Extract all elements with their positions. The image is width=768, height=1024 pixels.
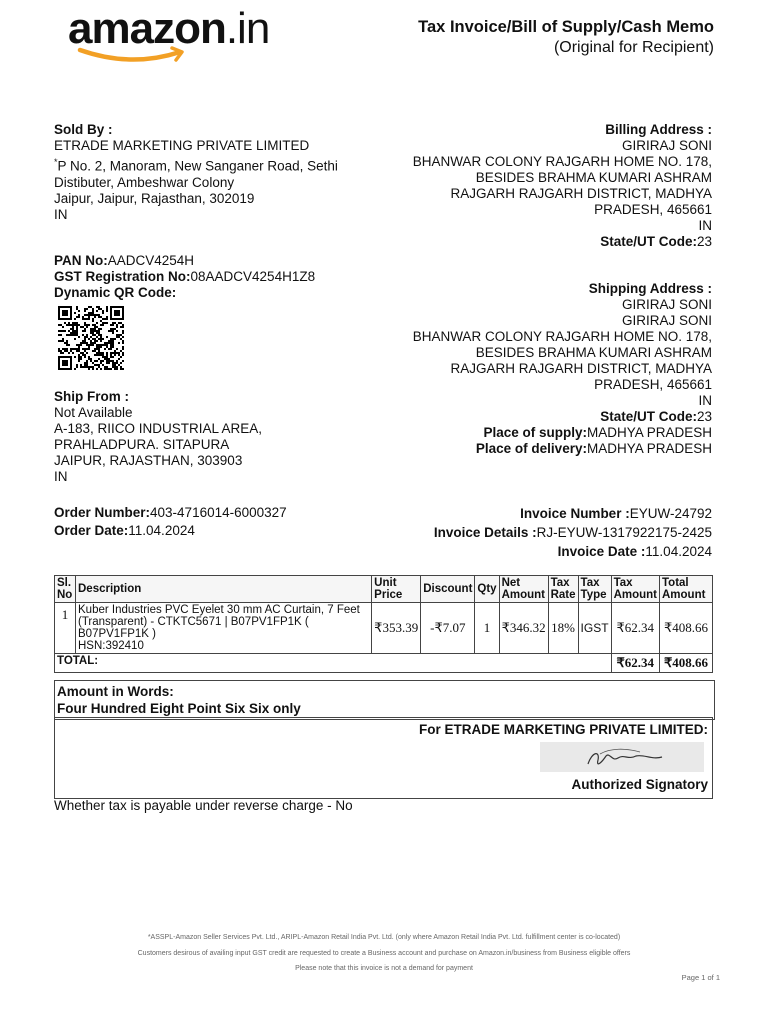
billing-label: Billing Address :	[605, 122, 712, 137]
invoice-subtitle: (Original for Recipient)	[553, 39, 714, 56]
invoice-block	[434, 504, 712, 561]
row-sl: 1	[55, 603, 76, 654]
order-number-value: 403-4716014-6000327	[150, 505, 287, 520]
place-of-supply-label: Place of supply:	[483, 425, 587, 440]
amount-in-words-box	[54, 680, 715, 720]
ship-from-line-2: A-183, RIICO INDUSTRIAL AREA,	[54, 421, 263, 436]
seller-asterisk: *	[54, 157, 58, 167]
for-company-label: For ETRADE MARKETING PRIVATE LIMITED:	[419, 722, 708, 737]
row-description-text: Kuber Industries PVC Eyelet 30 mm AC Curtain, 7 Feet (Transparent) - CTKTC5671 | B07PV1FP1K ( B07PV1FP1K )	[78, 604, 360, 640]
shipping-state-label: State/UT Code:	[600, 409, 697, 424]
billing-country: IN	[698, 218, 712, 233]
invoice-number-label: Invoice Number :	[520, 506, 630, 521]
shipping-country: IN	[698, 393, 712, 408]
billing-line-2: BESIDES BRAHMA KUMARI ASHRAM	[475, 170, 712, 185]
col-net-amount: Net Amount	[499, 576, 548, 603]
table-row	[55, 603, 713, 654]
seller-block	[54, 122, 338, 223]
shipping-line-2: BESIDES BRAHMA KUMARI ASHRAM	[475, 345, 712, 360]
row-unit-price: ₹353.39	[372, 603, 421, 654]
row-hsn: HSN:392410	[78, 640, 144, 652]
order-number-label: Order Number:	[54, 505, 151, 520]
seller-name: ETRADE MARKETING PRIVATE LIMITED	[54, 138, 310, 153]
footer-line-1: *ASSPL-Amazon Seller Services Pvt. Ltd., ARIPL-Amazon Retail India Pvt. Ltd. (only where Amazon Retail India Pvt. Ltd. fulfillment center is co-located)	[147, 934, 621, 941]
gst-label: GST Registration No:	[54, 269, 191, 284]
items-table	[54, 575, 713, 673]
row-total-amount: ₹408.66	[660, 603, 713, 654]
row-tax-type: IGST	[578, 603, 611, 654]
col-tax-amount: Tax Amount	[611, 576, 659, 603]
seller-address-1: P No. 2, Manoram, New Sanganer Road, Sethi	[57, 158, 338, 174]
billing-line-3: RAJGARH RAJGARH DISTRICT, MADHYA	[450, 186, 712, 201]
billing-name: GIRIRAJ SONI	[621, 138, 712, 153]
pan-value: AADCV4254H	[107, 253, 195, 268]
sold-by-label: Sold By :	[54, 122, 113, 137]
seller-address-3: Jaipur, Jaipur, Rajasthan, 302019	[54, 190, 255, 206]
ship-from-block	[54, 389, 262, 485]
smile-arrow-icon	[76, 44, 188, 66]
table-header-row	[55, 576, 713, 603]
col-tax-rate: Tax Rate	[548, 576, 578, 603]
billing-state-label: State/UT Code:	[600, 234, 697, 249]
invoice-date-label: Invoice Date :	[557, 544, 646, 559]
total-label: TOTAL:	[55, 654, 612, 673]
row-description	[76, 603, 372, 654]
billing-line-1: BHANWAR COLONY RAJGARH HOME NO. 178,	[412, 154, 712, 169]
signature-box	[54, 717, 713, 799]
pan-label: PAN No:	[54, 253, 108, 268]
place-of-supply-value: MADHYA PRADESH	[586, 425, 712, 440]
order-block	[54, 504, 287, 540]
shipping-line-1: BHANWAR COLONY RAJGARH HOME NO. 178,	[412, 329, 712, 344]
col-description: Description	[76, 576, 372, 603]
row-tax-amount: ₹62.34	[611, 603, 659, 654]
total-row	[55, 654, 713, 673]
ship-from-line-3: PRAHLADPURA. SITAPURA	[54, 437, 230, 452]
place-of-delivery-value: MADHYA PRADESH	[586, 441, 712, 456]
col-tax-type: Tax Type	[578, 576, 611, 603]
seller-address-2: Distibuter, Ambeshwar Colony	[54, 174, 235, 190]
logo-suffix: .in	[225, 4, 270, 53]
invoice-details-value: RJ-EYUW-1317922175-2425	[536, 525, 712, 540]
qr-label: Dynamic QR Code:	[54, 285, 177, 300]
shipping-name-1: GIRIRAJ SONI	[621, 297, 712, 312]
gst-value: 08AADCV4254H1Z8	[190, 269, 316, 284]
logo-main: amazon	[68, 4, 226, 53]
invoice-number-value: EYUW-24792	[629, 506, 712, 521]
qr-code	[58, 306, 124, 370]
footer-line-3: Please note that this invoice is not a demand for payment	[295, 965, 473, 972]
shipping-state-value: 23	[696, 409, 712, 424]
billing-state-value: 23	[696, 234, 712, 249]
row-tax-rate: 18%	[548, 603, 578, 654]
ship-from-label: Ship From :	[54, 389, 129, 404]
shipping-block	[413, 281, 712, 457]
ship-from-country: IN	[54, 469, 68, 484]
shipping-name-2: GIRIRAJ SONI	[621, 313, 712, 328]
place-of-delivery-label: Place of delivery:	[475, 441, 587, 456]
page-number: Page 1 of 1	[681, 973, 720, 982]
invoice-title: Tax Invoice/Bill of Supply/Cash Memo	[418, 18, 714, 36]
billing-line-4: PRADESH, 465661	[594, 202, 712, 217]
seller-tax-block	[54, 253, 315, 301]
total-amount: ₹408.66	[660, 654, 713, 673]
signature-image	[540, 742, 704, 772]
shipping-label: Shipping Address :	[588, 281, 712, 296]
invoice-date-value: 11.04.2024	[645, 544, 712, 559]
row-qty: 1	[475, 603, 499, 654]
amount-words-value: Four Hundred Eight Point Six Six only	[57, 701, 301, 716]
col-total-amount: Total Amount	[660, 576, 713, 603]
authorized-signatory: Authorized Signatory	[571, 777, 708, 792]
amount-words-label: Amount in Words:	[57, 684, 174, 699]
shipping-line-3: RAJGARH RAJGARH DISTRICT, MADHYA	[450, 361, 712, 376]
col-sl: Sl. No	[55, 576, 76, 603]
ship-from-line-4: JAIPUR, RAJASTHAN, 303903	[54, 453, 243, 468]
col-qty: Qty	[475, 576, 499, 603]
footer-line-2: Customers desirous of availing input GST credit are requested to create a Business account and purchase on Amazon.in/business from Business eligible offers	[137, 950, 631, 957]
billing-block	[413, 122, 712, 250]
seller-country: IN	[54, 206, 68, 222]
order-date-label: Order Date:	[54, 523, 129, 538]
total-tax: ₹62.34	[611, 654, 659, 673]
invoice-details-label: Invoice Details :	[433, 525, 537, 540]
col-unit-price: Unit Price	[372, 576, 421, 603]
row-discount: -₹7.07	[421, 603, 475, 654]
ship-from-line-1: Not Available	[54, 405, 133, 420]
amazon-logo	[68, 4, 288, 66]
col-discount: Discount	[421, 576, 475, 603]
row-net-amount: ₹346.32	[499, 603, 548, 654]
invoice-title-block	[418, 18, 714, 57]
order-date-value: 11.04.2024	[128, 523, 195, 538]
reverse-charge-note: Whether tax is payable under reverse charge - No	[54, 798, 353, 813]
shipping-line-4: PRADESH, 465661	[594, 377, 712, 392]
